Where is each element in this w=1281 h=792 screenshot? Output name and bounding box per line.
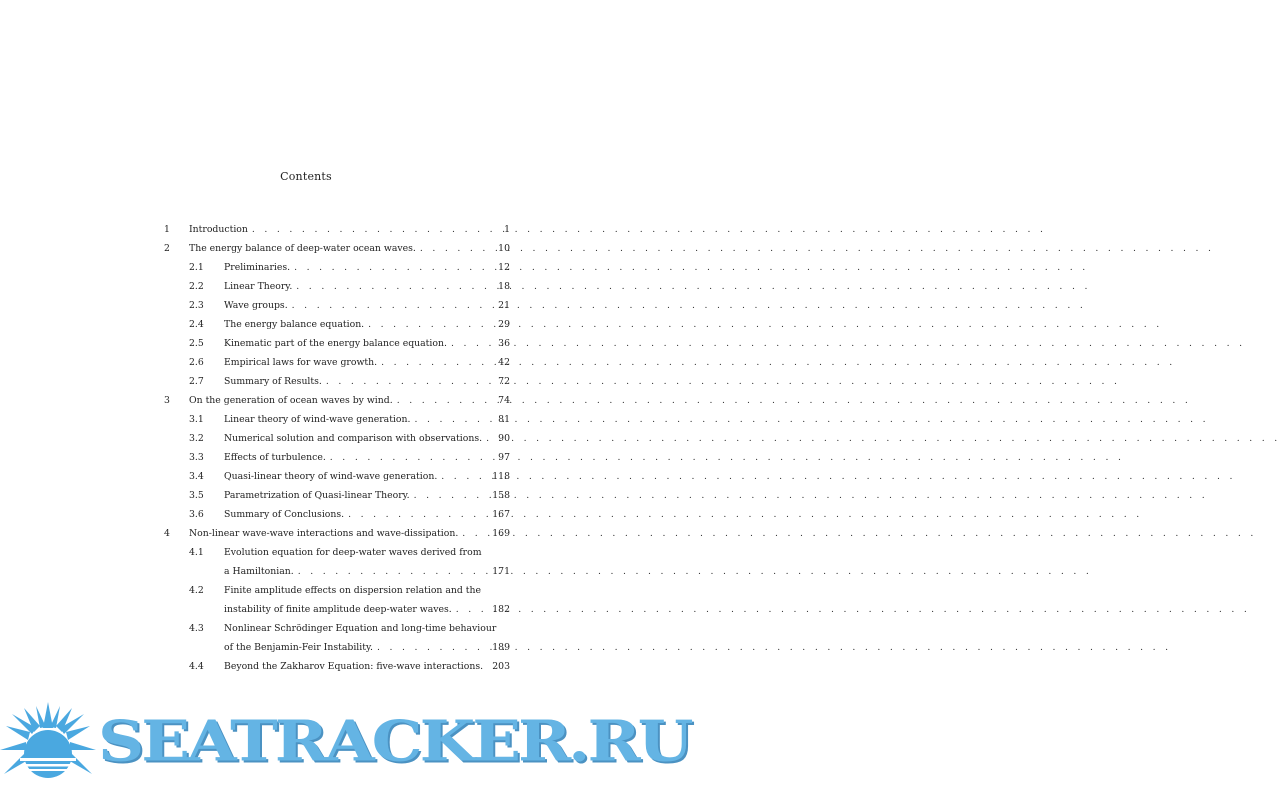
toc-entry[interactable]	[0, 622, 612, 636]
entry-title: Parametrization of Quasi-linear Theory.	[224, 490, 410, 501]
entry-page: 182	[492, 604, 510, 615]
entry-number: 4	[164, 528, 170, 539]
entry-number: 2.5	[189, 338, 204, 349]
entry-title: Quasi-linear theory of wind-wave generation.	[224, 471, 438, 482]
entry-page: 90	[498, 433, 510, 444]
entry-title: Summary of Results.	[224, 376, 322, 387]
toc-entry[interactable]	[0, 413, 612, 427]
entry-title: Wave groups.	[224, 300, 288, 311]
toc-entry[interactable]	[0, 375, 612, 389]
entry-number: 4.1	[189, 547, 204, 558]
entry-number: 2.4	[189, 319, 204, 330]
entry-title: of the Benjamin-Feir Instability.	[224, 642, 373, 653]
entry-number: 3.1	[189, 414, 204, 425]
entry-page: 42	[498, 357, 510, 368]
toc-entry-continued[interactable]	[0, 603, 612, 617]
entry-page: 21	[498, 300, 510, 311]
toc-entry[interactable]	[0, 299, 612, 313]
toc-entry[interactable]	[0, 337, 612, 351]
entry-title: Linear Theory.	[224, 281, 293, 292]
toc-entry[interactable]	[0, 356, 612, 370]
entry-title: On the generation of ocean waves by wind.	[189, 395, 393, 406]
entry-title: Kinematic part of the energy balance equation.	[224, 338, 447, 349]
entry-title: a Hamiltonian.	[224, 566, 294, 577]
toc-entry-continued[interactable]	[0, 641, 612, 655]
entry-title: Non-linear wave-wave interactions and wave-dissipation.	[189, 528, 459, 539]
entry-page: 36	[498, 338, 510, 349]
entry-title: Preliminaries.	[224, 262, 291, 273]
toc-entry[interactable]	[0, 261, 612, 275]
entry-title: Evolution equation for deep-water waves derived from	[224, 547, 482, 558]
toc-entry-continued[interactable]	[0, 565, 612, 579]
entry-title: Linear theory of wind-wave generation.	[224, 414, 411, 425]
entry-page: 10	[498, 243, 510, 254]
entry-title: Finite amplitude effects on dispersion relation and the	[224, 585, 482, 596]
entry-page: 171	[492, 566, 510, 577]
watermark	[0, 700, 691, 792]
toc-entry[interactable]	[0, 489, 612, 503]
entry-number: 1	[164, 224, 170, 235]
entry-title: The energy balance of deep-water ocean waves.	[189, 243, 416, 254]
entry-page: 189	[492, 642, 510, 653]
entry-number: 4.3	[189, 623, 204, 634]
entry-title: Summary of Conclusions.	[224, 509, 345, 520]
entry-page: 74	[498, 395, 510, 406]
entry-page: 118	[492, 471, 510, 482]
toc-entry[interactable]	[0, 584, 612, 598]
toc-entry[interactable]	[0, 508, 612, 522]
entry-number: 4.2	[189, 585, 204, 596]
entry-title: Nonlinear Schrödinger Equation and long-time behaviour	[224, 623, 497, 634]
toc-entry[interactable]	[0, 527, 612, 541]
toc-entry[interactable]	[0, 470, 612, 484]
entry-number: 3.6	[189, 509, 204, 520]
toc-entry[interactable]	[0, 318, 612, 332]
entry-number: 2.2	[189, 281, 204, 292]
entry-number: 2	[164, 243, 170, 254]
page-title: Contents	[280, 170, 332, 183]
entry-page: 81	[498, 414, 510, 425]
entry-page: 29	[498, 319, 510, 330]
entry-number: 4.4	[189, 661, 204, 672]
entry-title: The energy balance equation.	[224, 319, 365, 330]
entry-title: Effects of turbulence.	[224, 452, 326, 463]
entry-number: 3.4	[189, 471, 204, 482]
entry-number: 3.2	[189, 433, 204, 444]
entry-number: 2.7	[189, 376, 204, 387]
entry-page: 158	[492, 490, 510, 501]
entry-title: Empirical laws for wave growth.	[224, 357, 378, 368]
entry-page: 167	[492, 509, 510, 520]
toc-entry[interactable]	[0, 660, 612, 674]
toc-entry[interactable]	[0, 223, 612, 237]
entry-page: 1	[504, 224, 510, 235]
entry-number: 3.3	[189, 452, 204, 463]
watermark-text: SEATRACKER.RU	[98, 708, 691, 775]
entry-number: 2.3	[189, 300, 204, 311]
entry-page: 97	[498, 452, 510, 463]
entry-title: Introduction	[189, 224, 248, 235]
entry-page: 12	[498, 262, 510, 273]
entry-title: instability of finite amplitude deep-water waves.	[224, 604, 452, 615]
entry-page: 169	[492, 528, 510, 539]
toc-entry[interactable]	[0, 394, 612, 408]
entry-page: 18	[498, 281, 510, 292]
entry-page: 72	[498, 376, 510, 387]
entry-number: 3	[164, 395, 170, 406]
toc-entry[interactable]	[0, 432, 612, 446]
sunburst-logo-icon	[0, 700, 96, 792]
toc-entry[interactable]	[0, 546, 612, 560]
toc-entry[interactable]	[0, 451, 612, 465]
entry-title: Numerical solution and comparison with observations.	[224, 433, 483, 444]
toc-entry[interactable]	[0, 242, 612, 256]
entry-number: 3.5	[189, 490, 204, 501]
entry-number: 2.6	[189, 357, 204, 368]
entry-title: Beyond the Zakharov Equation: five-wave interactions.	[224, 661, 484, 672]
entry-number: 2.1	[189, 262, 204, 273]
toc-entry[interactable]	[0, 280, 612, 294]
entry-page: 203	[492, 661, 510, 672]
